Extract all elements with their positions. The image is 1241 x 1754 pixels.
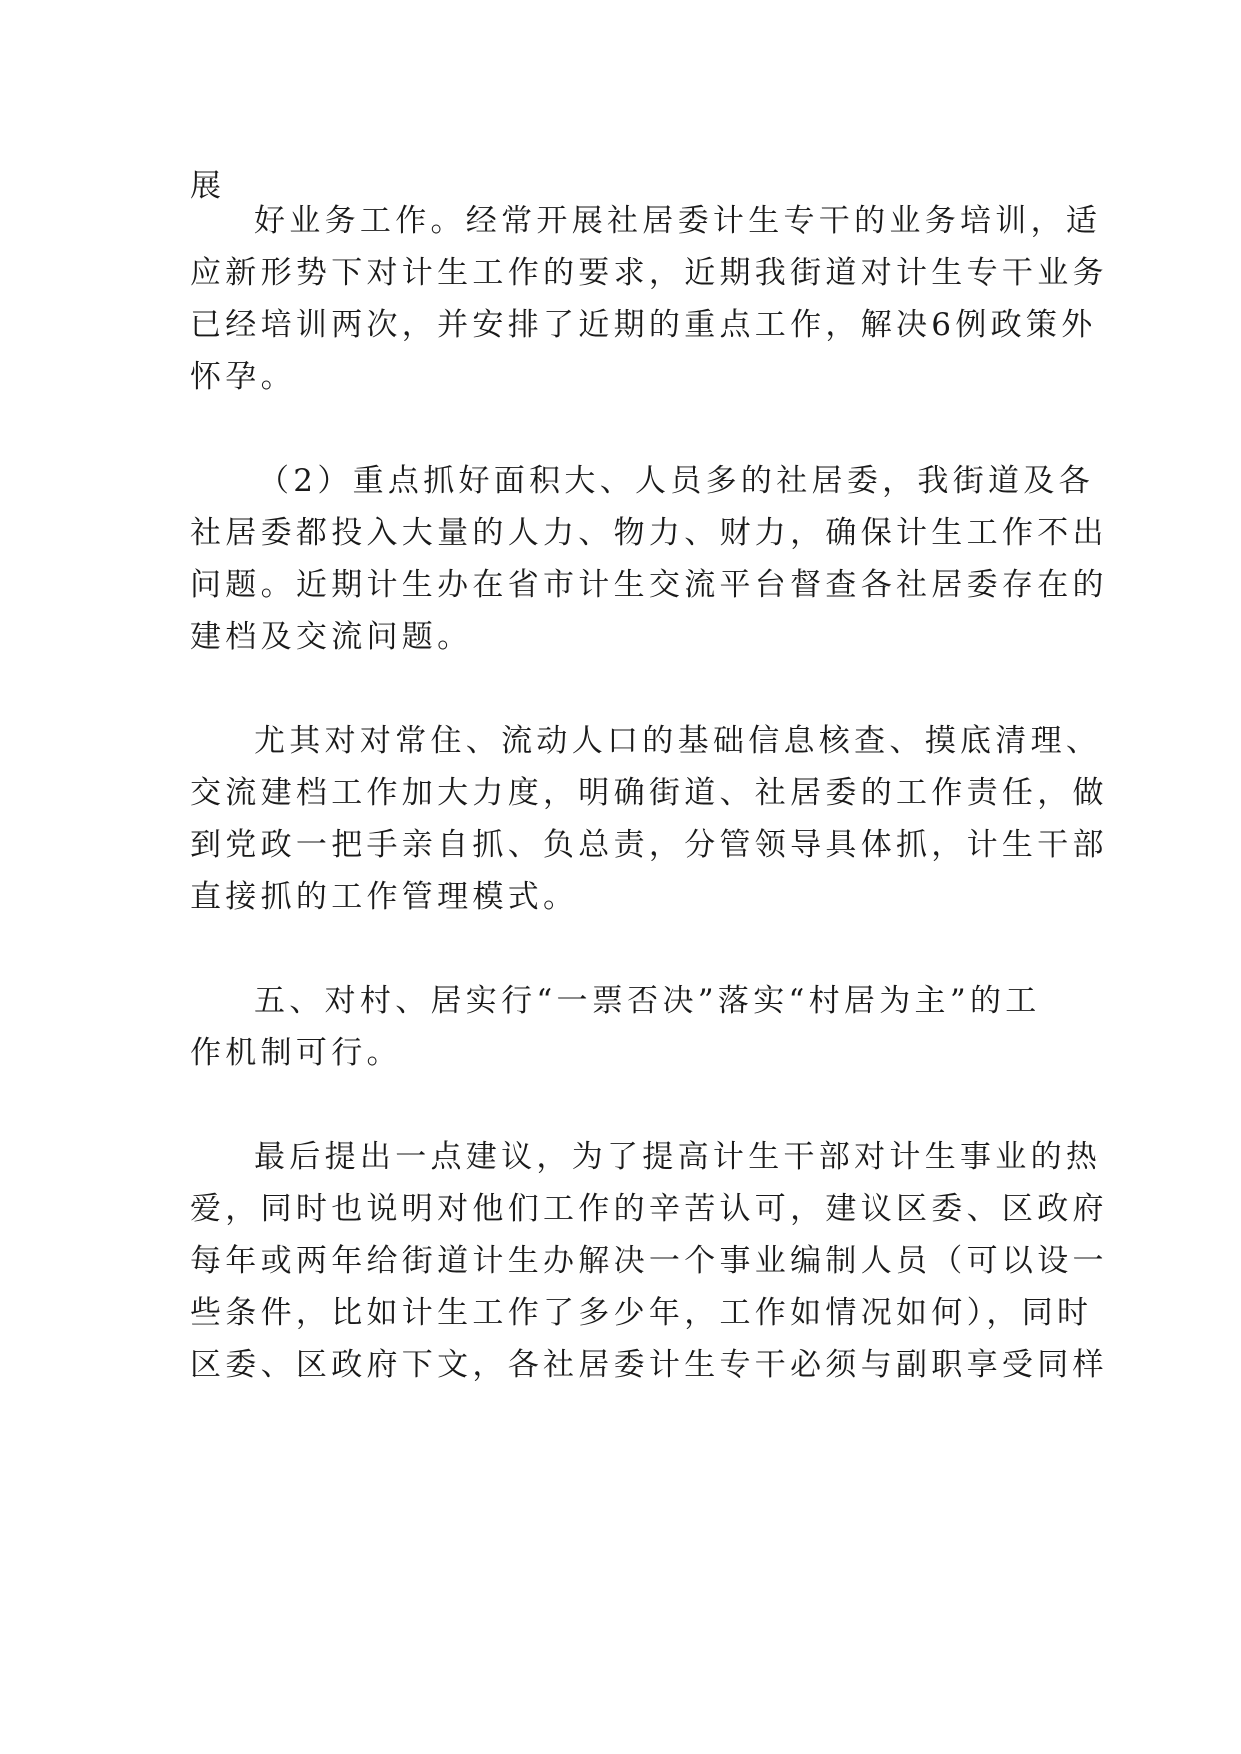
text-line: 问题。近期计生办在省市计生交流平台督查各社居委存在的	[190, 567, 1108, 603]
text-line: 到党政一把手亲自抓、负总责，分管领导具体抓，计生干部	[190, 827, 1108, 863]
text-line: 作机制可行。	[190, 1035, 402, 1071]
text-line: 建档及交流问题。	[190, 619, 473, 655]
text-line: 展	[190, 168, 226, 204]
text-line: 怀孕。	[190, 359, 296, 395]
text-line: 社居委都投入大量的人力、物力、财力，确保计生工作不出	[190, 515, 1108, 551]
text-line: 好业务工作。经常开展社居委计生专干的业务培训，适	[254, 203, 1102, 239]
text-line: 区委、区政府下文，各社居委计生专干必须与副职享受同样	[190, 1347, 1108, 1383]
text-line: 五、对村、居实行“一票否决”落实“村居为主”的工	[254, 983, 1041, 1019]
text-line: 交流建档工作加大力度，明确街道、社居委的工作责任，做	[190, 775, 1108, 811]
text-line: 尤其对对常住、流动人口的基础信息核查、摸底清理、	[254, 723, 1102, 759]
text-line: 已经培训两次，并安排了近期的重点工作，解决6例政策外	[190, 307, 1097, 343]
text-line: （2）重点抓好面积大、人员多的社居委，我街道及各	[258, 463, 1094, 499]
text-line: 些条件，比如计生工作了多少年，工作如情况如何），同时	[190, 1295, 1093, 1331]
text-line: 应新形势下对计生工作的要求，近期我街道对计生专干业务	[190, 255, 1108, 291]
text-line: 每年或两年给街道计生办解决一个事业编制人员（可以设一	[190, 1243, 1108, 1279]
text-line: 直接抓的工作管理模式。	[190, 879, 579, 915]
text-line: 爱，同时也说明对他们工作的辛苦认可，建议区委、区政府	[190, 1191, 1108, 1227]
text-line: 最后提出一点建议，为了提高计生干部对计生事业的热	[254, 1139, 1102, 1175]
